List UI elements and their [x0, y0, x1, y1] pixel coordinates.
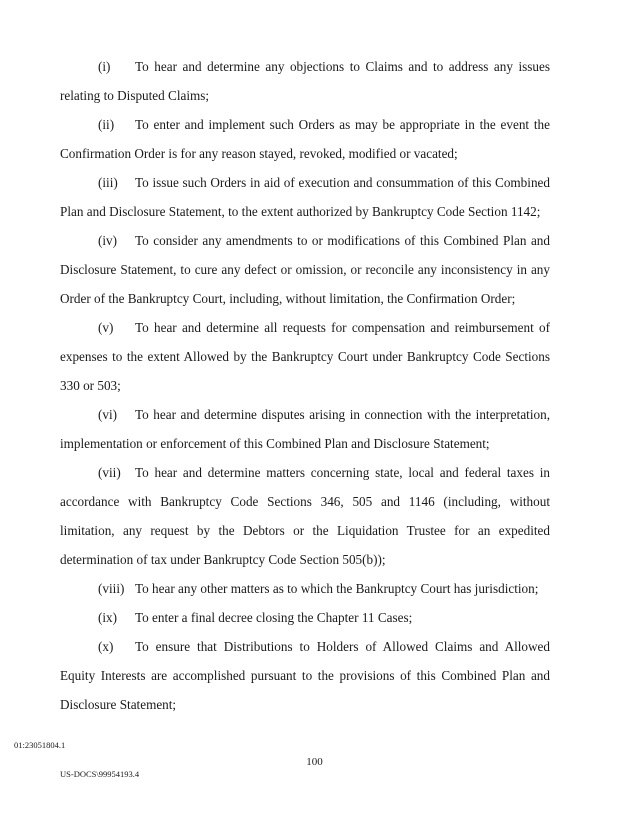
item-text: To hear and determine all requests for compensation and reimbursement of expenses to the extent Allowed by the Bankruptcy Court under Bankruptcy Code Sections 330 or 503;: [60, 320, 550, 393]
item-text: To hear and determine matters concerning state, local and federal taxes in accordance with Bankruptcy Code Sections 346, 505 and 1146 (including, without limitation, any request by the Debtors or the Liquidation Trustee for an expedited determination of tax under Bankruptcy Code Section 505(b));: [60, 465, 550, 567]
item-text: To enter a final decree closing the Chapter 11 Cases;: [135, 610, 413, 625]
page-number: 100: [306, 756, 323, 768]
item-number: (i): [98, 59, 111, 74]
footer-doc-id-primary: 01:23051804.1: [14, 740, 66, 750]
paragraph-v: [60, 313, 550, 400]
item-text: To hear and determine any objections to Claims and to address any issues relating to Disputed Claims;: [60, 59, 550, 103]
paragraph-i: [60, 52, 550, 110]
item-text: To consider any amendments to or modifications of this Combined Plan and Disclosure Statement, to cure any defect or omission, or reconcile any inconsistency in any Order of the Bankruptcy Court, including, without limitation, the Confirmation Order;: [60, 233, 550, 306]
paragraph-viii: [60, 574, 550, 603]
item-text: To enter and implement such Orders as may be appropriate in the event the Confirmation Order is for any reason stayed, revoked, modified or vacated;: [60, 117, 550, 161]
paragraph-x: [60, 632, 550, 719]
item-number: (vii): [98, 465, 121, 480]
paragraph-vii: [60, 458, 550, 574]
item-number: (v): [98, 320, 114, 335]
item-text: To issue such Orders in aid of execution and consummation of this Combined Plan and Disclosure Statement, to the extent authorized by Bankruptcy Code Section 1142;: [60, 175, 550, 219]
item-number: (ii): [98, 117, 115, 132]
item-text: To hear any other matters as to which the Bankruptcy Court has jurisdiction;: [135, 581, 539, 596]
item-number: (viii): [98, 581, 125, 596]
item-number: (vi): [98, 407, 118, 422]
item-text: To ensure that Distributions to Holders of Allowed Claims and Allowed Equity Interests are accomplished pursuant to the provisions of this Combined Plan and Disclosure Statement;: [60, 639, 550, 712]
item-text: To hear and determine disputes arising in connection with the interpretation, implementation or enforcement of this Combined Plan and Disclosure Statement;: [60, 407, 550, 451]
paragraph-iv: [60, 226, 550, 313]
paragraph-ix: [60, 603, 550, 632]
item-number: (x): [98, 639, 114, 654]
item-number: (ix): [98, 610, 118, 625]
paragraph-ii: [60, 110, 550, 168]
paragraph-vi: [60, 400, 550, 458]
paragraph-iii: [60, 168, 550, 226]
footer-doc-id-secondary: US-DOCS\99954193.4: [60, 769, 140, 779]
item-number: (iii): [98, 175, 118, 190]
item-number: (iv): [98, 233, 118, 248]
